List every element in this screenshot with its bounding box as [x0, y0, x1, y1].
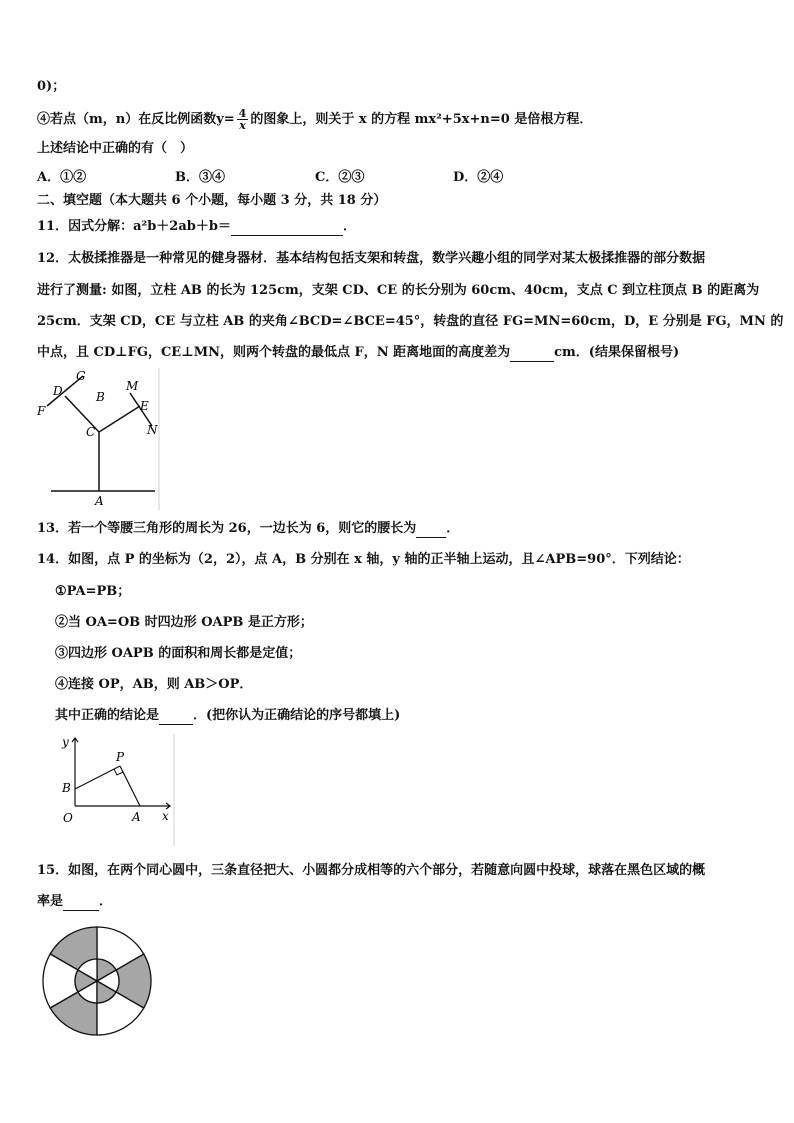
section-2-heading: 二、填空题（本大题共 6 个小题，每小题 3 分，共 18 分） [37, 193, 387, 208]
label-a: A [132, 810, 141, 824]
q14-conclusion-1: ①PA=PB； [55, 584, 131, 599]
q13-end: ． [446, 521, 460, 536]
answer-blank-14 [159, 710, 193, 725]
option-a: A．①② [37, 170, 87, 185]
answer-blank-15 [63, 896, 99, 911]
q14-conclusion-2: ②当 OA=OB 时四边形 OAPB 是正方形； [55, 615, 313, 630]
option-b: B．③④ [175, 170, 225, 185]
figure-q15-concentric-circles [37, 925, 157, 1037]
option-c: C．②③ [315, 170, 365, 185]
q12-line-2: 进行了测量: 如图，立柱 AB 的长为 125cm，支架 CD、CE 的长分别为 60cm、40cm，支点 C 到立柱顶点 B 的距离为 [37, 283, 760, 298]
fraction-denominator: x [239, 119, 246, 132]
q14-answer-hint: ．(把你认为正确结论的序号都填上) [193, 708, 401, 723]
option-d: D．②④ [453, 170, 504, 185]
q12-line-4 [37, 344, 679, 362]
q4-post: 的图象上，则关于 x 的方程 mx²+5x+n=0 是倍根方程． [250, 112, 593, 127]
q-statement-4 [37, 108, 592, 131]
q12-line-4a: 中点，且 CD⊥FG，CE⊥MN，则两个转盘的最低点 F，N 距离地面的高度差为 [37, 345, 511, 360]
label-f: F [37, 404, 46, 418]
label-a: A [95, 494, 104, 508]
q4-pre: ④若点（m，n）在反比例函数y= [37, 112, 235, 127]
q12-line-3: 25cm．支架 CD，CE 与立柱 AB 的夹角∠BCD=∠BCE=45°，转盘的直径 FG=MN=60cm，D，E 分别是 FG，MN 的 [37, 314, 784, 329]
label-b: B [96, 390, 105, 404]
figure-q14-coordinate [58, 734, 176, 846]
label-m: M [126, 379, 139, 393]
label-n: N [147, 423, 158, 437]
q11-text: 11．因式分解：a²b＋2ab＋b＝ [37, 219, 231, 234]
label-d: D [53, 384, 63, 398]
label-b: B [62, 781, 71, 795]
q12-line-1: 12．太极揉推器是一种常见的健身器材．基本结构包括支架和转盘，数学兴趣小组的同学对某太极揉推器的部分数据 [37, 251, 706, 266]
label-g: G [76, 369, 86, 383]
label-x: x [162, 809, 169, 823]
answer-blank-11 [231, 221, 343, 236]
label-e: E [140, 399, 149, 413]
question-11 [37, 218, 356, 236]
q14-answer-line [55, 707, 400, 725]
text-line-0: 0)； [37, 79, 66, 94]
answer-blank-12 [510, 347, 554, 362]
q12-line-4b: cm．(结果保留根号) [554, 345, 680, 360]
label-y: y [62, 735, 69, 749]
question-14: 14．如图，点 P 的坐标为（2，2），点 A，B 分别在 x 轴，y 轴的正半轴上运动，且∠APB=90°．下列结论： [37, 552, 690, 567]
label-o: O [63, 811, 73, 825]
fraction-numerator: 4 [238, 107, 247, 120]
question-13 [37, 520, 459, 538]
fraction-4-over-x [237, 108, 249, 131]
q14-answer-text: 其中正确的结论是 [55, 708, 160, 723]
q15-line-1: 15．如图，在两个同心圆中，三条直径把大、小圆都分成相等的六个部分，若随意向圆中投球，球落在黑色区域的概 [37, 863, 706, 878]
q15-line-2 [37, 893, 112, 911]
q13-text: 13．若一个等腰三角形的周长为 26，一边长为 6，则它的腰长为 [37, 521, 417, 536]
figure-q12-taiji-device [37, 368, 162, 510]
answer-blank-13 [416, 523, 446, 538]
question-ask: 上述结论中正确的有（ ） [37, 141, 194, 156]
q15-line-2a: 率是 [37, 894, 64, 909]
q11-end: ． [342, 219, 356, 234]
q14-conclusion-3: ③四边形 OAPB 的面积和周长都是定值； [55, 646, 302, 661]
q15-line-2b: ． [99, 894, 113, 909]
q14-conclusion-4: ④连接 OP，AB，则 AB＞OP． [55, 677, 253, 692]
label-p: P [116, 750, 125, 764]
label-c: C [86, 425, 96, 439]
